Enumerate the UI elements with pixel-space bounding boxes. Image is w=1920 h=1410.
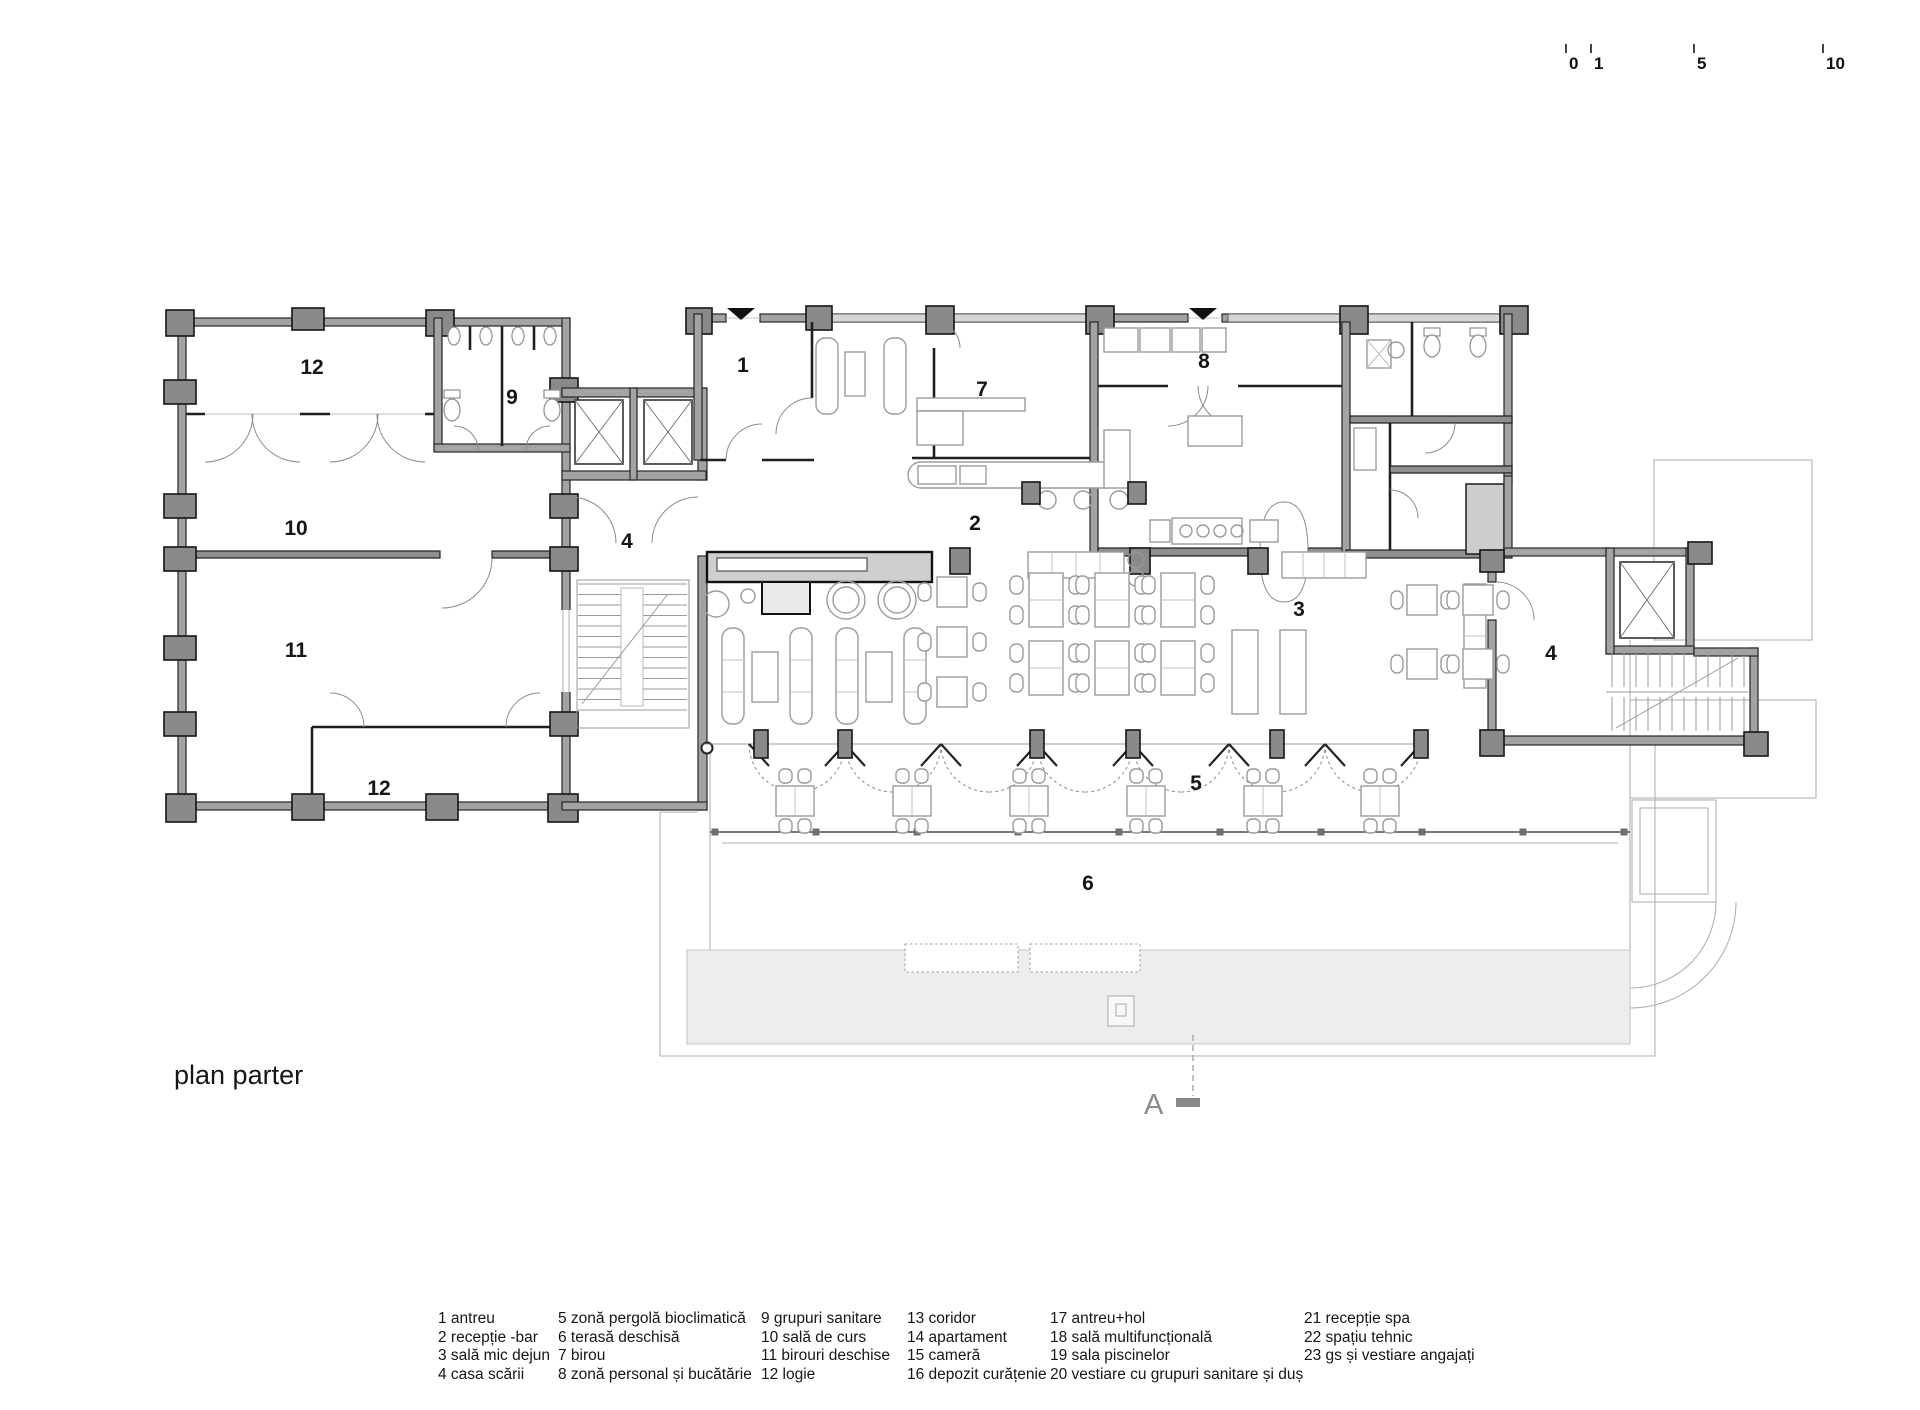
legend-item: 3 sală mic dejun xyxy=(438,1347,551,1364)
legend-item: 5 zonă pergolă bioclimatică xyxy=(558,1310,746,1327)
back-rooms-right xyxy=(1346,322,1512,558)
legend-item: 8 zonă personal și bucătărie xyxy=(558,1365,752,1383)
legend-item: 1 antreu xyxy=(438,1310,495,1327)
legend-item: 19 sala piscinelor xyxy=(1050,1347,1170,1364)
room-label-4: 4 xyxy=(621,530,633,553)
room-label-12: 12 xyxy=(367,777,391,800)
room-label-3: 3 xyxy=(1293,598,1305,621)
pergola-tables xyxy=(776,769,1399,833)
legend-item: 6 terasă deschisă xyxy=(558,1328,680,1346)
scale-bar xyxy=(1560,44,1870,84)
legend-column-6 xyxy=(1304,1310,1475,1366)
legend-column-3 xyxy=(761,1310,890,1384)
legend-item: 10 sală de curs xyxy=(761,1328,867,1346)
scale-tick-1: 1 xyxy=(1590,44,1603,74)
legend-item: 2 recepție -bar xyxy=(438,1328,538,1346)
room-label-7: 7 xyxy=(976,378,988,401)
legend-item: 18 sală multifuncțională xyxy=(1050,1328,1212,1346)
room-label-5: 5 xyxy=(1190,772,1202,795)
legend-item: 13 coridor xyxy=(907,1310,976,1327)
room-label-1: 1 xyxy=(737,354,749,377)
legend-item: 11 birouri deschise xyxy=(761,1347,890,1364)
legend-item: 23 gs și vestiare angajați xyxy=(1304,1347,1475,1364)
room-label-12: 12 xyxy=(300,356,324,379)
right-wing xyxy=(1480,476,1768,756)
main-hall xyxy=(700,482,1509,792)
legend-item: 12 logie xyxy=(761,1365,816,1383)
staircase-left xyxy=(577,580,689,728)
scale-tick-5: 5 xyxy=(1693,44,1706,74)
elevator-left-2 xyxy=(644,400,692,464)
room-label-10: 10 xyxy=(284,517,308,540)
terrace xyxy=(687,829,1630,1045)
legend-item: 17 antreu+hol xyxy=(1050,1310,1146,1327)
legend-column-5 xyxy=(1050,1310,1303,1384)
office-room7 xyxy=(912,322,1098,556)
legend-item: 22 spațiu tehnic xyxy=(1304,1328,1413,1346)
legend-column-1 xyxy=(438,1310,550,1384)
elevator-left-1 xyxy=(575,400,623,464)
left-core xyxy=(560,388,713,810)
scale-tick-0: 0 xyxy=(1565,44,1578,74)
legend-item: 4 casa scării xyxy=(438,1365,525,1383)
accordion-doors xyxy=(749,730,1428,792)
elevator-right xyxy=(1620,562,1674,638)
room-label-2: 2 xyxy=(969,512,981,535)
legend-item: 9 grupuri sanitare xyxy=(761,1310,882,1327)
legend-column-2 xyxy=(558,1310,752,1384)
room-label-11: 11 xyxy=(284,639,308,662)
entrance-hall-1 xyxy=(700,322,906,460)
section-letter: A xyxy=(1144,1089,1164,1121)
legend-item: 15 cameră xyxy=(907,1347,981,1364)
staircase-right xyxy=(1606,652,1748,731)
drawing-title: plan parter xyxy=(174,1060,304,1090)
legend-item: 21 recepție spa xyxy=(1304,1310,1410,1327)
scale-tick-10: 10 xyxy=(1822,44,1845,74)
legend-item: 16 depozit curățenie xyxy=(907,1365,1047,1383)
legend-item: 20 vestiare cu grupuri sanitare și duș xyxy=(1050,1365,1304,1383)
hall-furniture xyxy=(722,573,1509,724)
room-label-9: 9 xyxy=(506,386,518,409)
legend-column-4 xyxy=(907,1310,1047,1384)
legend-item: 14 apartament xyxy=(907,1328,1007,1346)
legend-item: 7 birou xyxy=(558,1347,606,1364)
section-marker xyxy=(1144,1035,1200,1121)
room-label-4: 4 xyxy=(1545,642,1557,665)
room-label-8: 8 xyxy=(1198,350,1210,373)
room-label-6: 6 xyxy=(1082,872,1094,895)
room-legend xyxy=(0,1310,1920,1400)
